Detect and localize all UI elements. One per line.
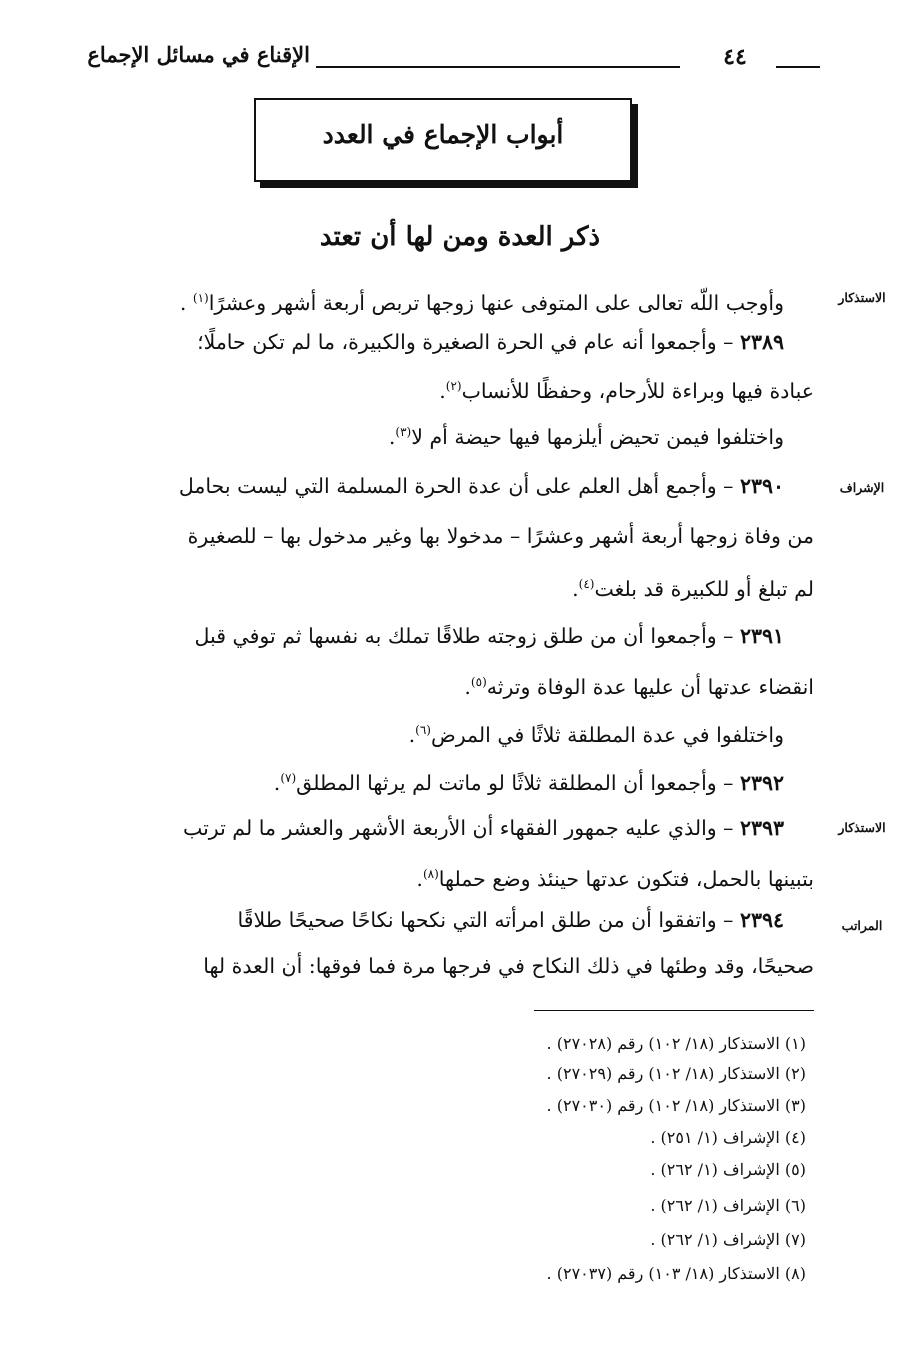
chapter-title-box <box>254 98 632 182</box>
footnote: (٣) الاستذكار (١٨/ ١٠٢) رقم (٢٧٠٣٠) . <box>546 1096 806 1115</box>
text-line: واختلفوا فيمن تحيض أيلزمها فيها حيضة أم لا$^{(٣)}$. <box>388 424 784 449</box>
header-rule-short <box>776 66 820 68</box>
footnote: (٢) الاستذكار (١٨/ ١٠٢) رقم (٢٧٠٢٩) . <box>546 1064 806 1083</box>
footnote: (٦) الإشراف (١/ ٢٦٢) . <box>650 1196 806 1215</box>
margin-label: الإشراف <box>839 480 885 495</box>
footnote: (٨) الاستذكار (١٨/ ١٠٣) رقم (٢٧٠٣٧) . <box>546 1264 806 1283</box>
section-title: ذكر العدة ومن لها أن تعتد <box>319 222 601 252</box>
text-line: عبادة فيها وبراءة للأرحام، وحفظًا للأنساب$^{(٢)}$. <box>439 378 814 403</box>
margin-label: المراتب <box>841 918 883 933</box>
running-header-title: الإقناع في مسائل الإجماع <box>87 42 310 67</box>
text-line: بتبينها بالحمل، فتكون عدتها حينئذ وضع حملها$^{(٨)}$. <box>416 866 814 891</box>
text-line: واختلفوا في عدة المطلقة ثلاثًا في المرض$^{(٦)}$. <box>408 722 784 747</box>
entry-number: ٢٣٩٢ <box>739 770 784 795</box>
footnote: (١) الاستذكار (١٨/ ١٠٢) رقم (٢٧٠٢٨) . <box>546 1034 806 1053</box>
margin-label: الاستذكار <box>838 820 886 835</box>
footnote-separator <box>534 1010 814 1011</box>
entry-number: ٢٣٩٤ <box>739 908 784 932</box>
text-line: ٢٣٩٠ – وأجمع أهل العلم على أن عدة الحرة المسلمة التي ليست بحامل <box>178 474 784 498</box>
text-line: من وفاة زوجها أربعة أشهر وعشرًا – مدخولا بها وغير مدخول بها – للصغيرة <box>187 524 814 548</box>
page-number: ٤٤ <box>723 44 747 70</box>
text-line: انقضاء عدتها أن عليها عدة الوفاة وترثه$^{(٥)}$. <box>464 674 814 699</box>
text-line: ٢٣٩١ – وأجمعوا أن من طلق زوجته طلاقًا تملك به نفسها ثم توفي قبل <box>194 624 784 648</box>
text-line: وأوجب اللّه تعالى على المتوفى عنها زوجها تربص أربعة أشهر وعشرًا$^{(١)}$ . <box>179 290 784 315</box>
text-line: ٢٣٩٢ – وأجمعوا أن المطلقة ثلاثًا لو ماتت لم يرثها المطلق$^{(٧)}$. <box>273 770 784 795</box>
entry-number: ٢٣٩١ <box>739 624 784 648</box>
footnote: (٥) الإشراف (١/ ٢٦٢) . <box>650 1160 806 1179</box>
entry-number: ٢٣٩٣ <box>739 816 784 840</box>
text-line: ٢٣٩٤ – واتفقوا أن من طلق امرأته التي نكحها نكاحًا صحيحًا طلاقًا <box>237 908 784 932</box>
entry-number: ٢٣٨٩ <box>739 330 784 354</box>
footnote: (٤) الإشراف (١/ ٢٥١) . <box>650 1128 806 1147</box>
footnote: (٧) الإشراف (١/ ٢٦٢) . <box>650 1230 806 1249</box>
chapter-title: أبواب الإجماع في العدد <box>322 120 564 149</box>
text-line: ٢٣٨٩ – وأجمعوا أنه عام في الحرة الصغيرة والكبيرة، ما لم تكن حاملًا؛ <box>197 330 784 354</box>
text-line: لم تبلغ أو للكبيرة قد بلغت$^{(٤)}$. <box>572 576 814 601</box>
text-line: صحيحًا، وقد وطئها في ذلك النكاح في فرجها مرة فما فوقها: أن العدة لها <box>203 954 814 978</box>
text-line: ٢٣٩٣ – والذي عليه جمهور الفقهاء أن الأربعة الأشهر والعشر ما لم ترتب <box>182 816 784 840</box>
entry-number: ٢٣٩٠ <box>739 474 784 498</box>
margin-label: الاستذكار <box>838 290 886 305</box>
header-rule <box>316 66 680 68</box>
